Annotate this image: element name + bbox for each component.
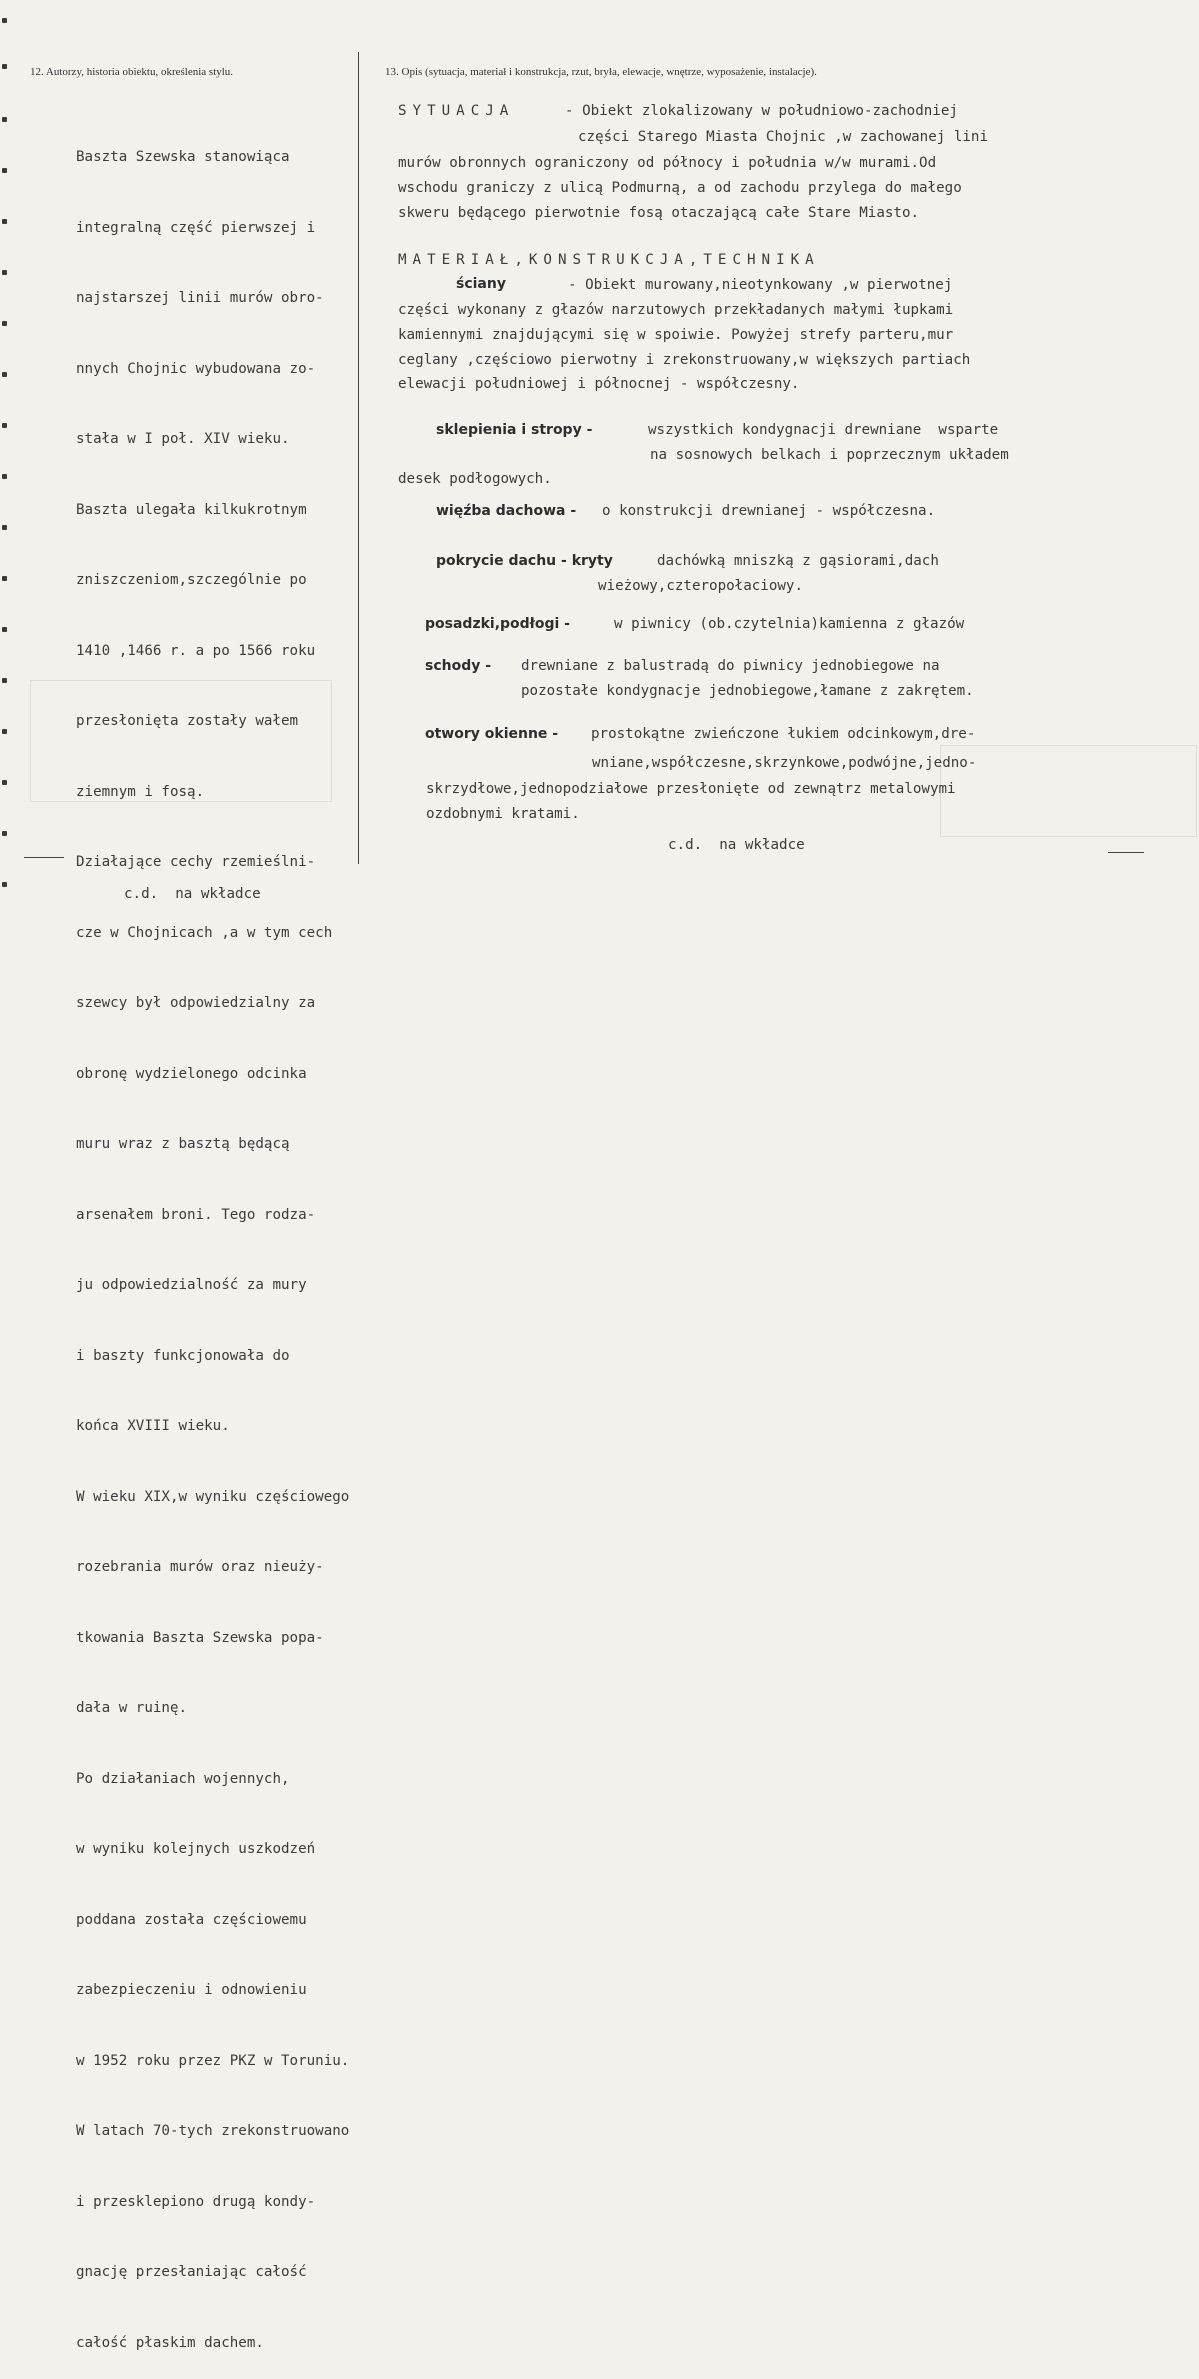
schody-line: drewniane z balustradą do piwnicy jednobiegowe na (521, 658, 940, 674)
sklepienia-label: sklepienia i stropy - (436, 422, 593, 438)
binding-dot (2, 780, 7, 785)
field-12-label: 12. Autorzy, historia obiektu, określenia stylu. (30, 66, 234, 78)
text-line: rozebrania murów oraz nieuży- (76, 1559, 324, 1575)
otwory-line: prostokątne zwieńczone łukiem odcinkowym,dre- (591, 726, 976, 742)
sklepienia-line: desek podłogowych. (398, 471, 552, 487)
text-line: muru wraz z basztą będącą (76, 1136, 290, 1152)
pokrycie-line: dachówką mniszką z gąsiorami,dach (657, 553, 939, 569)
text-line: i przesklepiono drugą kondy- (76, 2193, 316, 2210)
otwory-line: wniane,współczesne,skrzynkowe,podwójne,jedno- (592, 755, 977, 771)
text-line: arsenałem broni. Tego rodza- (76, 1206, 316, 1223)
binding-dot (2, 18, 7, 23)
binding-dot (2, 168, 7, 173)
sytuacja-heading: SYTUACJA (398, 103, 515, 119)
left-continued: c.d. na wkładce (124, 886, 261, 902)
sciany-label: ściany (456, 276, 506, 292)
binding-dot (2, 831, 7, 836)
binding-dot (2, 372, 7, 377)
text-line: cze w Chojnicach ,a w tym cech (76, 924, 333, 941)
text-line: Po działaniach wojennych, (76, 1770, 290, 1787)
text-line: obronę wydzielonego odcinka (76, 1065, 307, 1082)
field-13-label: 13. Opis (sytuacja, materiał i konstrukcja, rzut, bryła, elewacje, wnętrze, wyposażenie, instalacje). (385, 66, 817, 78)
text-line: w 1952 roku przez PKZ w Toruniu. (76, 2052, 350, 2069)
pokrycie-line: wieżowy,czteropołaciowy. (598, 578, 803, 594)
text-line: stała w I poł. XIV wieku. (76, 431, 290, 447)
right-end-dash (1108, 852, 1144, 853)
text-line: szewcy był odpowiedzialny za (76, 995, 316, 1011)
binding-dot (2, 64, 7, 69)
text-line: tkowania Baszta Szewska popa- (76, 1629, 324, 1646)
text-line: Baszta ulegała kilkukrotnym (76, 501, 307, 518)
sytuacja-line: skweru będącego pierwotnie fosą otaczającą całe Stare Miasto. (398, 205, 920, 221)
pokrycie-label: pokrycie dachu - kryty (436, 553, 613, 569)
text-line: zniszczeniom,szczególnie po (76, 572, 307, 588)
otwory-label: otwory okienne - (425, 726, 559, 742)
binding-dot (2, 525, 7, 530)
binding-dot (2, 219, 7, 224)
sytuacja-line: murów obronnych ograniczony od północy i południa w/w murami.Od (398, 155, 937, 171)
binding-dot (2, 576, 7, 581)
material-heading: MATERIAŁ,KONSTRUKCJA,TECHNIKA (398, 252, 820, 268)
binding-dot (2, 729, 7, 734)
text-line: najstarszej linii murów obro- (76, 290, 324, 306)
sciany-line: ceglany ,częściowo pierwotny i zrekonstruowany,w większych partiach (398, 352, 971, 368)
wiezba-line: o konstrukcji drewnianej - współczesna. (602, 503, 936, 519)
text-line: w wyniku kolejnych uszkodzeń (76, 1841, 316, 1857)
column-divider (358, 52, 359, 864)
otwory-line: skrzydłowe,jednopodziałowe przesłonięte od zewnątrz metalowymi (426, 781, 956, 797)
wiezba-label: więźba dachowa - (436, 503, 577, 519)
sciany-line: kamiennymi znajdującymi się w spoiwie. Powyżej strefy parteru,mur (398, 327, 954, 343)
sklepienia-line: wszystkich kondygnacji drewniane wsparte (648, 422, 999, 438)
text-line: W wieku XIX,w wyniku częściowego (76, 1488, 350, 1505)
text-line: 1410 ,1466 r. a po 1566 roku (76, 642, 316, 659)
text-line: nnych Chojnic wybudowana zo- (76, 360, 316, 377)
text-line: gnację przesłaniając całość (76, 2264, 307, 2280)
text-line: ziemnym i fosą. (76, 783, 205, 800)
otwory-line: ozdobnymi kratami. (426, 806, 580, 822)
binding-dot (2, 882, 7, 887)
schody-label: schody - (425, 658, 492, 674)
binding-dot (2, 678, 7, 683)
left-end-dash (24, 857, 64, 858)
text-line: całość płaskim dachem. (76, 2334, 264, 2351)
text-line: Baszta Szewska stanowiąca (76, 149, 290, 165)
text-line: końca XVIII wieku. (76, 1418, 230, 1434)
text-line: Działające cechy rzemieślni- (76, 854, 316, 870)
text-line: przesłonięta zostały wałem (76, 713, 299, 729)
text-line: poddana została częściowemu (76, 1911, 307, 1928)
right-continued: c.d. na wkładce (668, 837, 805, 853)
sytuacja-line: - Obiekt zlokalizowany w południowo-zachodniej (565, 103, 958, 119)
show-through-box (940, 745, 1197, 837)
text-line: integralną część pierwszej i (76, 219, 316, 236)
binding-dot (2, 270, 7, 275)
sytuacja-line: wschodu graniczy z ulicą Podmurną, a od zachodu przylega do małego (398, 180, 962, 196)
history-text (76, 99, 349, 2379)
text-line: ju odpowiedzialność za mury (76, 1277, 307, 1293)
binding-dot (2, 627, 7, 632)
sciany-line: części wykonany z głazów narzutowych przekładanych małymi łupkami (398, 302, 954, 318)
text-line: dała w ruinę. (76, 1700, 188, 1716)
text-line: W latach 70-tych zrekonstruowano (76, 2123, 350, 2139)
binding-dot (2, 117, 7, 122)
text-line: zabezpieczeniu i odnowieniu (76, 1982, 307, 1998)
text-line: i baszty funkcjonowała do (76, 1347, 290, 1364)
sytuacja-line: części Starego Miasta Chojnic ,w zachowanej lini (578, 129, 988, 145)
binding-dot (2, 423, 7, 428)
posadzki-label: posadzki,podłogi - (425, 616, 570, 632)
posadzki-line: w piwnicy (ob.czytelnia)kamienna z głazów (614, 616, 965, 632)
schody-line: pozostałe kondygnacje jednobiegowe,łamane z zakrętem. (521, 683, 974, 699)
sciany-line: elewacji południowej i północnej - współczesny. (398, 376, 800, 392)
sciany-line: - Obiekt murowany,nieotynkowany ,w pierwotnej (568, 277, 953, 293)
binding-dot (2, 321, 7, 326)
binding-dot (2, 474, 7, 479)
sklepienia-line: na sosnowych belkach i poprzecznym układem (650, 447, 1009, 463)
